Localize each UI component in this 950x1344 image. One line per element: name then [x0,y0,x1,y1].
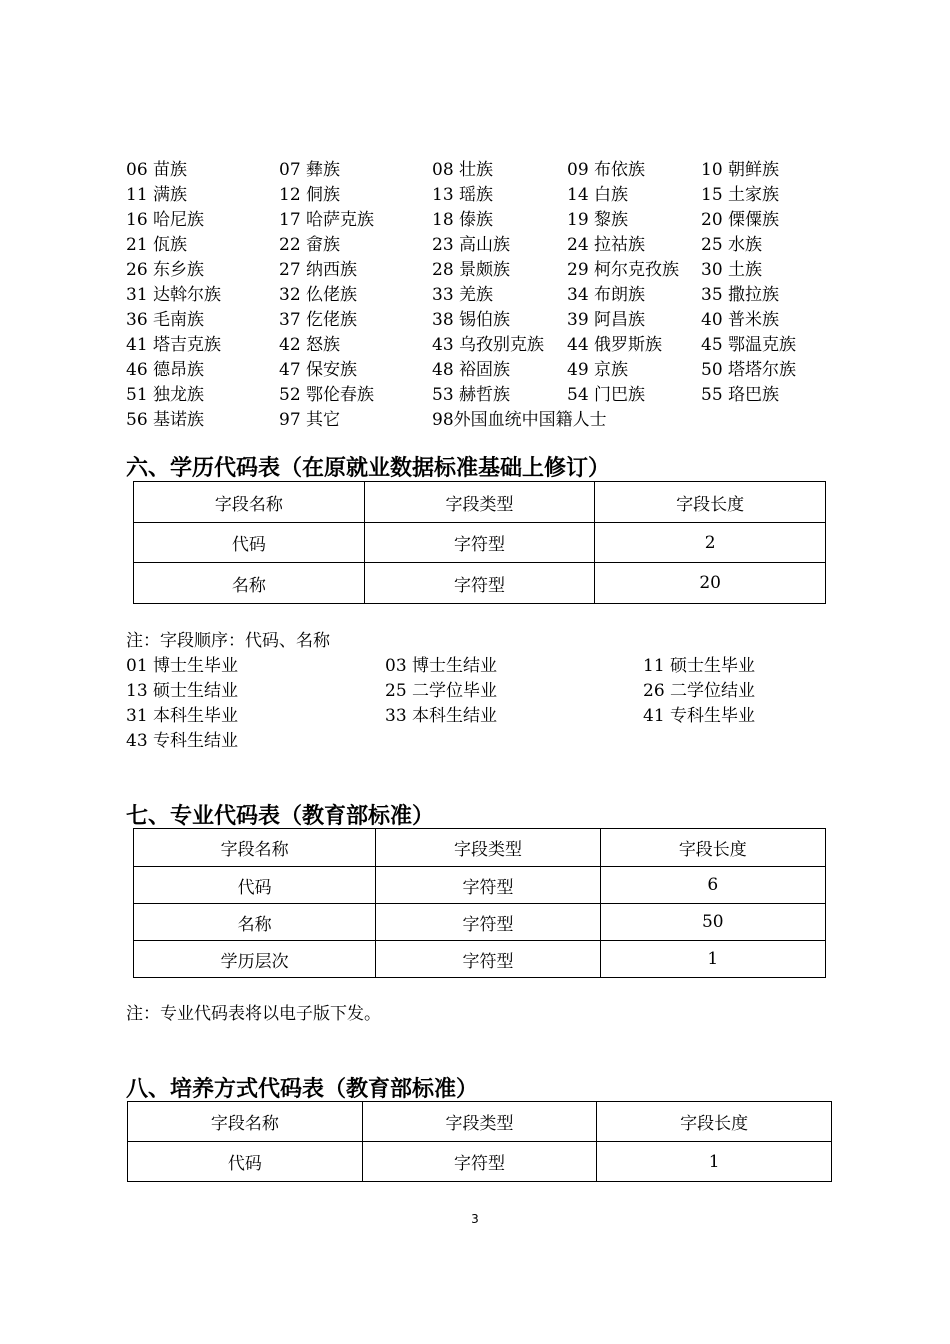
table-cell: 名称 [134,904,376,941]
table-cell: 6 [600,867,825,904]
ethnic-code: 49 京族 [567,360,629,380]
table-cell: 字符型 [364,563,595,604]
ethnic-code: 07 彝族 [279,160,341,180]
ethnic-code: 33 羌族 [432,285,494,305]
major-code-table [133,828,826,978]
table-cell: 20 [595,563,826,604]
table-header-row [128,1102,832,1142]
ethnic-code: 15 土家族 [701,185,780,205]
table-header-cell: 字段长度 [597,1102,832,1142]
ethnic-code: 10 朝鲜族 [701,160,780,180]
ethnic-code: 39 阿昌族 [567,310,646,330]
list-item [126,383,826,408]
education-code-table [133,481,826,604]
table-cell: 1 [600,941,825,978]
ethnic-code: 27 纳西族 [279,260,358,280]
education-code: 11 硕士生毕业 [643,656,756,676]
table-header-cell: 字段类型 [376,829,600,867]
page-number: 3 [471,1212,479,1226]
table-header-cell: 字段类型 [364,482,595,523]
table-cell: 字符型 [376,904,600,941]
ethnic-code: 42 怒族 [279,335,341,355]
table-header-cell: 字段长度 [595,482,826,523]
table-cell: 代码 [134,523,365,563]
table-header-cell: 字段名称 [134,829,376,867]
ethnic-code: 06 苗族 [126,160,188,180]
ethnic-code: 44 俄罗斯族 [567,335,663,355]
table-cell: 50 [600,904,825,941]
table-cell: 代码 [134,867,376,904]
ethnic-code: 21 佤族 [126,235,188,255]
ethnic-code: 23 高山族 [432,235,511,255]
ethnic-code: 53 赫哲族 [432,385,511,405]
list-item [126,258,826,283]
ethnic-code: 25 水族 [701,235,763,255]
table-row [128,1142,832,1182]
table-header-cell: 字段名称 [134,482,365,523]
education-code: 01 博士生毕业 [126,656,239,676]
ethnic-code: 16 哈尼族 [126,210,205,230]
ethnic-code: 26 东乡族 [126,260,205,280]
ethnic-code: 32 仫佬族 [279,285,358,305]
table-row [134,867,826,904]
table-row [134,563,826,604]
education-code-list [126,654,826,754]
list-item [126,158,826,183]
ethnic-code: 51 独龙族 [126,385,205,405]
ethnic-code: 56 基诺族 [126,410,205,430]
ethnic-code: 46 德昂族 [126,360,205,380]
ethnic-code-list [126,158,826,433]
ethnic-code: 40 普米族 [701,310,780,330]
ethnic-code: 30 土族 [701,260,763,280]
ethnic-code: 41 塔吉克族 [126,335,222,355]
list-item [126,333,826,358]
education-code: 33 本科生结业 [385,706,498,726]
education-code: 41 专科生毕业 [643,706,756,726]
list-item [126,208,826,233]
ethnic-code: 13 瑶族 [432,185,494,205]
table-header-cell: 字段类型 [362,1102,597,1142]
ethnic-code: 19 黎族 [567,210,629,230]
ethnic-code: 29 柯尔克孜族 [567,260,680,280]
ethnic-code: 31 达斡尔族 [126,285,222,305]
ethnic-code: 54 门巴族 [567,385,646,405]
ethnic-code: 97 其它 [279,410,341,430]
ethnic-code: 47 保安族 [279,360,358,380]
ethnic-code: 36 毛南族 [126,310,205,330]
list-item [126,654,826,679]
ethnic-code: 55 珞巴族 [701,385,780,405]
training-mode-table [127,1101,832,1182]
ethnic-code: 28 景颇族 [432,260,511,280]
education-code: 43 专科生结业 [126,731,239,751]
table-header-cell: 字段长度 [600,829,825,867]
list-item [126,308,826,333]
table-header-row [134,829,826,867]
list-item [126,183,826,208]
ethnic-code: 09 布依族 [567,160,646,180]
table-header-row [134,482,826,523]
ethnic-code: 45 鄂温克族 [701,335,797,355]
field-order-note: 注：字段顺序：代码、名称 [126,631,330,651]
list-item [126,358,826,383]
section-heading: 七、专业代码表（教育部标准） [126,803,435,829]
ethnic-code: 22 畲族 [279,235,341,255]
table-cell: 学历层次 [134,941,376,978]
table-cell: 代码 [128,1142,363,1182]
section-heading: 八、培养方式代码表（教育部标准） [126,1076,479,1102]
ethnic-code: 17 哈萨克族 [279,210,375,230]
table-cell: 字符型 [376,941,600,978]
ethnic-code: 98外国血统中国籍人士 [432,410,607,430]
list-item [126,679,826,704]
ethnic-code: 34 布朗族 [567,285,646,305]
table-cell: 字符型 [362,1142,597,1182]
education-code: 13 硕士生结业 [126,681,239,701]
ethnic-code: 12 侗族 [279,185,341,205]
education-code: 03 博士生结业 [385,656,498,676]
table-row [134,941,826,978]
ethnic-code: 48 裕固族 [432,360,511,380]
table-cell: 字符型 [364,523,595,563]
ethnic-code: 37 仡佬族 [279,310,358,330]
table-row [134,904,826,941]
table-cell: 名称 [134,563,365,604]
major-code-note: 注：专业代码表将以电子版下发。 [126,1004,381,1024]
ethnic-code: 18 傣族 [432,210,494,230]
list-item [126,233,826,258]
ethnic-code: 43 乌孜别克族 [432,335,545,355]
education-code: 31 本科生毕业 [126,706,239,726]
list-item [126,408,826,433]
table-row [134,523,826,563]
list-item [126,283,826,308]
ethnic-code: 11 满族 [126,185,188,205]
ethnic-code: 24 拉祜族 [567,235,646,255]
table-cell: 2 [595,523,826,563]
ethnic-code: 08 壮族 [432,160,494,180]
section-heading: 六、学历代码表（在原就业数据标准基础上修订） [126,455,611,481]
ethnic-code: 50 塔塔尔族 [701,360,797,380]
ethnic-code: 20 傈僳族 [701,210,780,230]
ethnic-code: 14 白族 [567,185,629,205]
list-item [126,729,826,754]
ethnic-code: 52 鄂伦春族 [279,385,375,405]
table-cell: 字符型 [376,867,600,904]
education-code: 25 二学位毕业 [385,681,498,701]
table-header-cell: 字段名称 [128,1102,363,1142]
ethnic-code: 35 撒拉族 [701,285,780,305]
list-item [126,704,826,729]
education-code: 26 二学位结业 [643,681,756,701]
table-cell: 1 [597,1142,832,1182]
ethnic-code: 38 锡伯族 [432,310,511,330]
